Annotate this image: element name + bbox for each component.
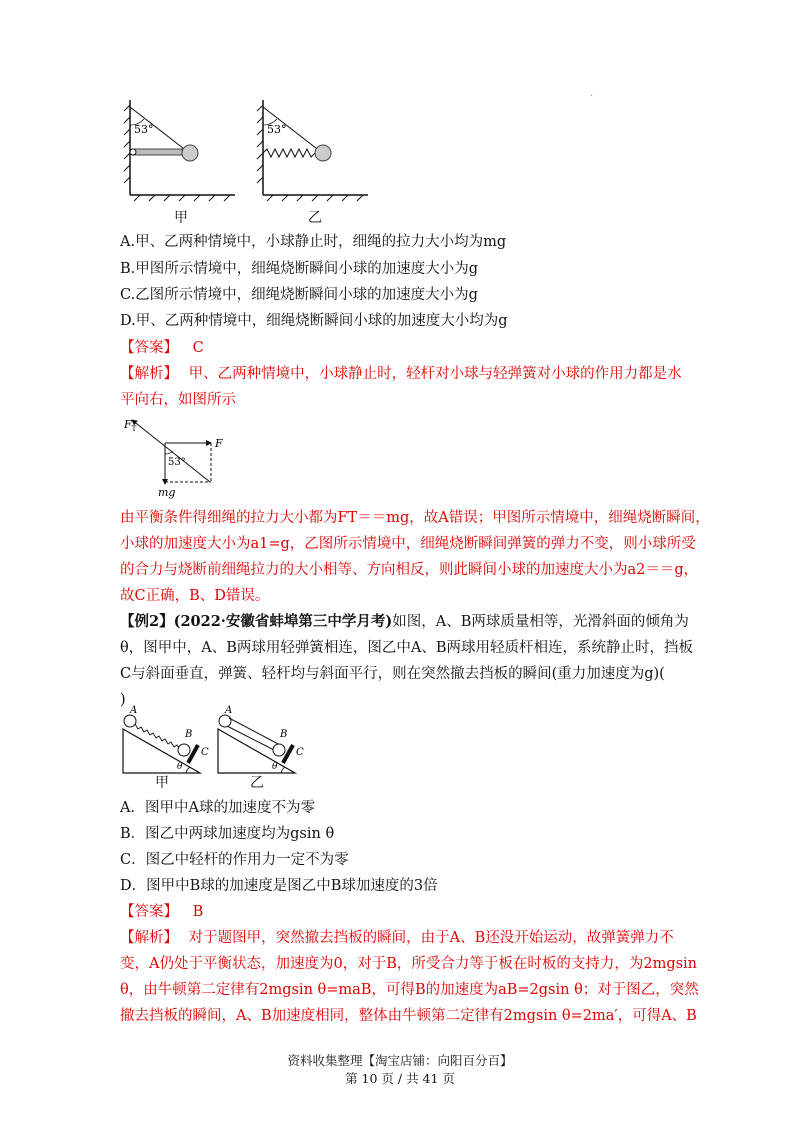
fig1-left-caption: 甲: [174, 210, 188, 226]
q2-option-a: A．图甲中A球的加速度不为零: [120, 800, 315, 816]
q2-stem-line-2: C与斜面垂直，弹簧、轻杆均与斜面平行，则在突然撤去挡板的瞬间(重力加速度为g)(: [120, 666, 665, 682]
q1-analysis-line-2: 平向右，如图所示: [120, 392, 236, 408]
q1-analysis-text-1: 甲、乙两种情境中，小球静止时，轻杆对小球与轻弹簧对小球的作用力都是水: [188, 366, 682, 382]
footer-page-number: 第 10 页 / 共 41 页: [345, 1071, 455, 1086]
q2-option-b: B．图乙中两球加速度均为gsin θ: [120, 826, 335, 842]
q2-option-d: D．图甲中B球的加速度是图乙中B球加速度的3倍: [120, 878, 438, 894]
fig2-right-c: C: [296, 747, 304, 758]
fig2-right-caption: 乙: [250, 775, 264, 791]
q2-answer-label: 【答案】: [120, 904, 178, 920]
q2-header: [120, 612, 689, 632]
q2-analysis-line-3: θ，由牛顿第二定律有2mgsin θ=maB，可得B的加速度为aB=2gsin θ；对于图乙，突然: [120, 982, 699, 998]
fig1-left-angle: 53°: [134, 123, 154, 136]
q2-stem-line-1: θ，图甲中，A、B两球用轻弹簧相连，图乙中A、B两球用轻质杆相连，系统静止时，挡板: [120, 640, 693, 656]
force-f-label: F: [215, 437, 223, 450]
q2-analysis-line-2: 变，A仍处于平衡状态，加速度为0，对于B，所受合力等于板在时板的支持力，为2mgsin: [120, 956, 698, 972]
figure-rope-rod-spring: [110, 95, 370, 205]
q1-analysis-label: 【解析】: [120, 366, 178, 382]
fig2-left-theta: θ: [177, 762, 183, 772]
q1-option-b: B.甲图所示情境中，细绳烧断瞬间小球的加速度大小为g: [120, 261, 479, 277]
force-ft-label: F: [124, 418, 132, 431]
fig1-right-angle: 53°: [267, 123, 287, 136]
figure-incline: [118, 705, 318, 780]
q1-answer-label: 【答案】: [120, 340, 178, 356]
fig1-right-caption: 乙: [308, 210, 322, 226]
svg-text:FT: [123, 418, 137, 433]
q2-header-source: 【例2】(2022·安徽省蚌埠第三中学月考): [120, 613, 393, 630]
q1-explain-line-2: 小球的加速度大小为a1=g，乙图所示情境中，细绳烧断瞬间弹簧的弹力不变，则小球所受: [120, 536, 696, 552]
fig2-left-a: A: [130, 705, 138, 716]
fig2-right-a: A: [225, 705, 233, 716]
q1-answer: [120, 338, 204, 358]
q2-analysis-label: 【解析】: [120, 930, 178, 946]
q2-header-text: 如图，A、B两球质量相等，光滑斜面的倾角为: [392, 614, 689, 630]
q1-explain-line-4: 故C正确，B、D错误。: [120, 588, 270, 604]
force-mg-label: mg: [158, 486, 176, 499]
q1-option-d: D.甲、乙两种情境中，细绳烧断瞬间小球的加速度大小均为g: [120, 313, 508, 329]
force-angle-label: 53°: [168, 457, 186, 468]
q2-analysis-line-4: 撤去挡板的瞬间，A、B加速度相同，整体由牛顿第二定律有2mgsin θ=2ma′，可得A、B: [120, 1008, 697, 1024]
fig2-right-b: B: [280, 729, 288, 740]
q1-explain-line-3: 的合力与烧断前细绳拉力的大小相等、方向相反，则此瞬间小球的加速度大小为a2＝＝g，: [120, 562, 699, 578]
q1-option-c: C.乙图所示情境中，细绳烧断瞬间小球的加速度大小为g: [120, 287, 478, 303]
q2-option-c: C．图乙中轻杆的作用力一定不为零: [120, 852, 349, 868]
page-mark: .: [590, 88, 594, 99]
fig2-left-b: B: [185, 729, 193, 740]
q1-explain-line-1: 由平衡条件得细绳的拉力大小都为FT＝＝mg，故A错误；甲图所示情境中，细绳烧断瞬间，: [120, 510, 710, 526]
q2-stem-line-3: ): [120, 692, 126, 708]
fig2-left-c: C: [201, 747, 209, 758]
q2-answer: [120, 902, 203, 922]
q2-answer-value: B: [192, 904, 204, 920]
fig2-right-theta: θ: [272, 762, 278, 772]
q1-analysis-line-1: [120, 364, 682, 384]
q1-answer-value: C: [192, 340, 204, 356]
fig2-left-caption: 甲: [155, 775, 169, 791]
q2-analysis-line-1: [120, 928, 674, 948]
footer-source: 资料收集整理【淘宝店铺：向阳百分百】: [287, 1053, 513, 1068]
force-ft-sub: T: [131, 425, 137, 433]
q2-analysis-text-1: 对于题图甲，突然撤去挡板的瞬间，由于A、B还没开始运动，故弹簧弹力不: [188, 930, 674, 946]
force-diagram: [118, 410, 238, 500]
q1-option-a: A.甲、乙两种情境中，小球静止时，细绳的拉力大小均为mg: [120, 234, 507, 250]
